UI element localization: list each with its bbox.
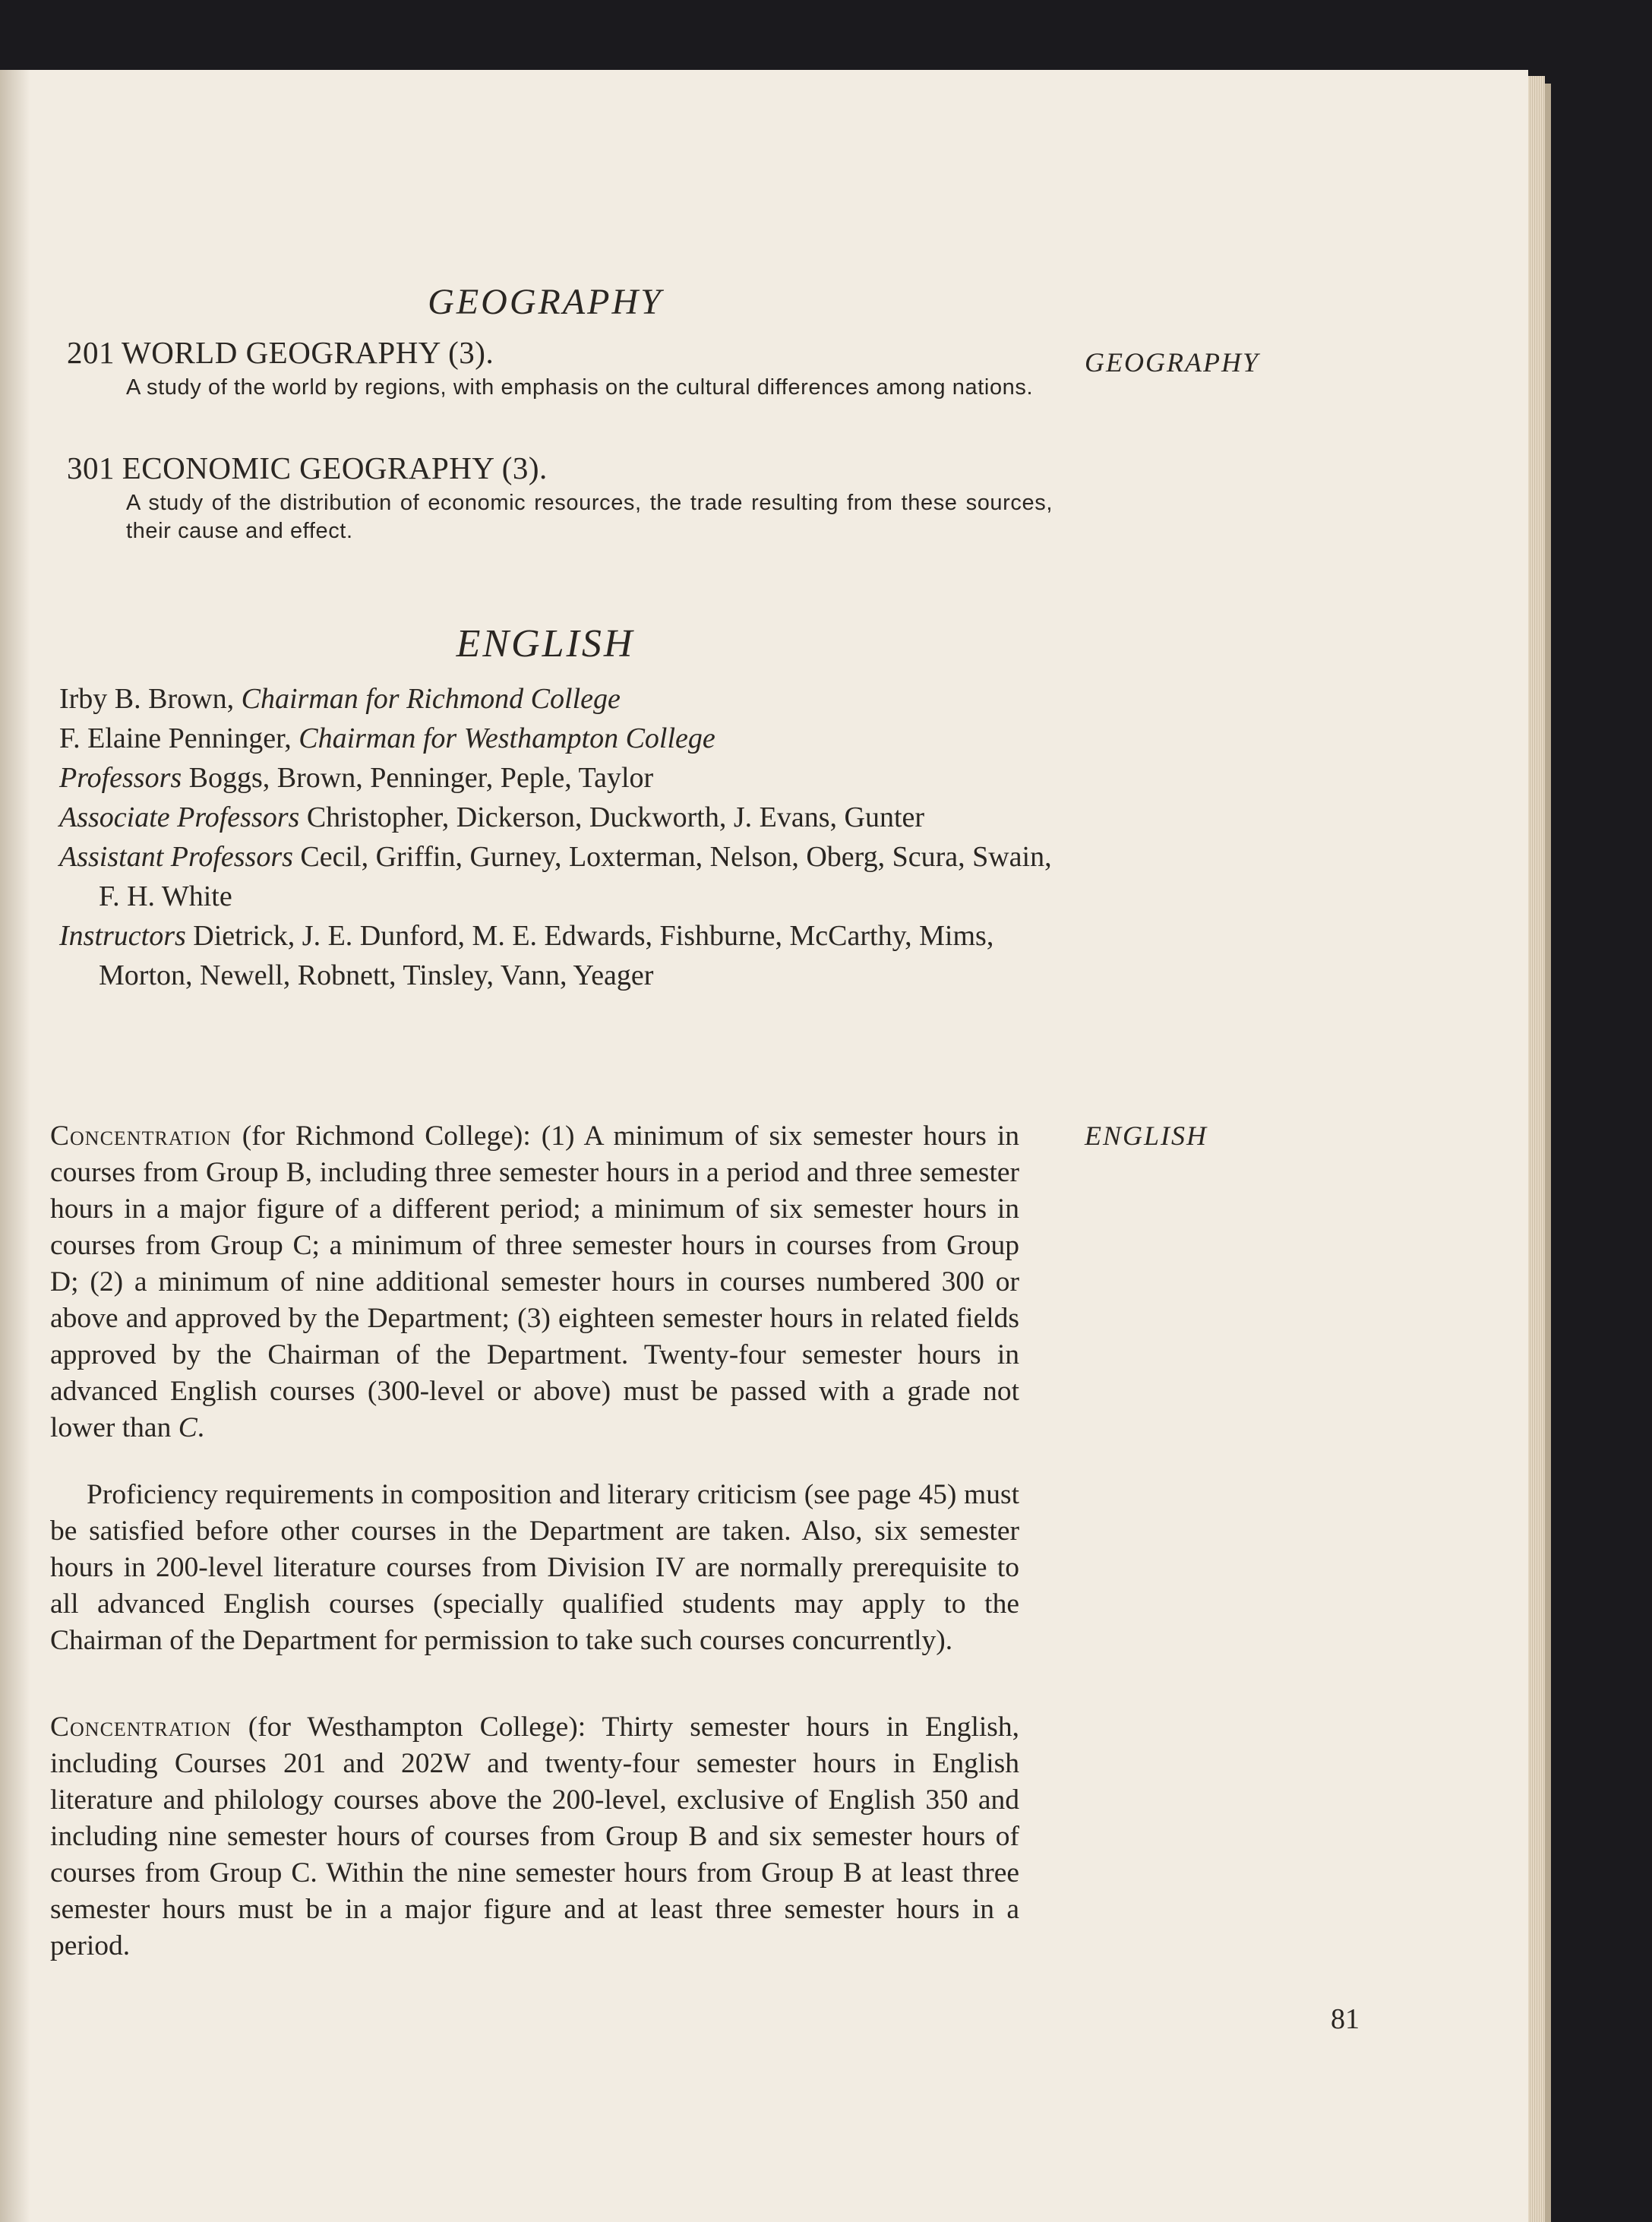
faculty-assistant-professors: Assistant Professors Cecil, Griffin, Gurney, Loxterman, Nelson, Oberg, Scura, Swain, F. H. White — [59, 841, 1052, 912]
concentration-lead: Concentration — [50, 1120, 232, 1152]
proficiency-paragraph: Proficiency requirements in composition and literary criticism (see page 45) must be satisfied before other courses in the Department are taken. Also, six semester hours in 200-level literature courses from Division IV are normally prerequisite to all advanced English courses (specially qualified students may apply to the Chairman of the Department for permission to take such courses concurrently). — [50, 1479, 1019, 1656]
spine-shadow — [0, 70, 30, 2222]
concentration-richmond-paragraph: Concentration (for Richmond College): (1) A minimum of six semester hours in courses from Group B, including three semester hours in a period and three semester hours in a major figure of a different period; a minimum of six semester hours in courses from Group C; a minimum of three semester hours in courses from Group D; (2) a minimum of nine additional semester hours in courses numbered 300 or above and approved by the Department; (3) eighteen semester hours in related fields approved by the Chairman of the Department. Twenty-four semester hours in advanced English courses (300-level or above) must be passed with a grade not lower than C. — [50, 1120, 1019, 1443]
faculty-instructors: Instructors Dietrick, J. E. Dunford, M. E. Edwards, Fishburne, McCarthy, Mims, Morton, Newell, Robnett, Tinsley, Vann, Yeager — [59, 920, 994, 991]
concentration-lead: Concentration — [50, 1712, 232, 1743]
geography-margin-heading: GEOGRAPHY — [1085, 347, 1259, 378]
course-description: A study of the distribution of economic resources, the trade resulting from these sources, their cause and effect. — [126, 491, 1053, 543]
course-301 — [67, 450, 1053, 545]
faculty-professors: Professors Boggs, Brown, Penninger, Peple, Taylor — [59, 762, 654, 794]
course-title: 301 ECONOMIC GEOGRAPHY (3). — [67, 450, 548, 485]
geography-heading: GEOGRAPHY — [428, 282, 663, 322]
page-edges — [1528, 76, 1545, 2222]
course-201 — [67, 334, 1053, 402]
concentration-westhampton-paragraph: Concentration (for Westhampton College): Thirty semester hours in English, including Courses 201 and 202W and twenty-four semester hours in English literature and philology courses above the 200-level, exclusive of English 350 and including nine semester hours of courses from Group B and six semester hours of courses from Group C. Within the nine semester hours from Group B at least three semester hours must be in a major figure and at least three semester hours in a period. — [50, 1712, 1019, 1961]
course-title: 201 WORLD GEOGRAPHY (3). — [67, 335, 494, 370]
english-heading: ENGLISH — [456, 622, 635, 665]
cover-edge — [1545, 84, 1551, 2222]
faculty-chair-richmond: Irby B. Brown, Chairman for Richmond College — [59, 683, 621, 715]
english-margin-heading: ENGLISH — [1085, 1120, 1208, 1151]
page-number: 81 — [1331, 2003, 1360, 2035]
course-description: A study of the world by regions, with emphasis on the cultural differences among nations. — [126, 375, 1034, 400]
faculty-list — [59, 679, 1079, 995]
faculty-chair-westhampton: F. Elaine Penninger, Chairman for Westhampton College — [59, 722, 715, 754]
faculty-associate-professors: Associate Professors Christopher, Dickerson, Duckworth, J. Evans, Gunter — [59, 801, 925, 833]
